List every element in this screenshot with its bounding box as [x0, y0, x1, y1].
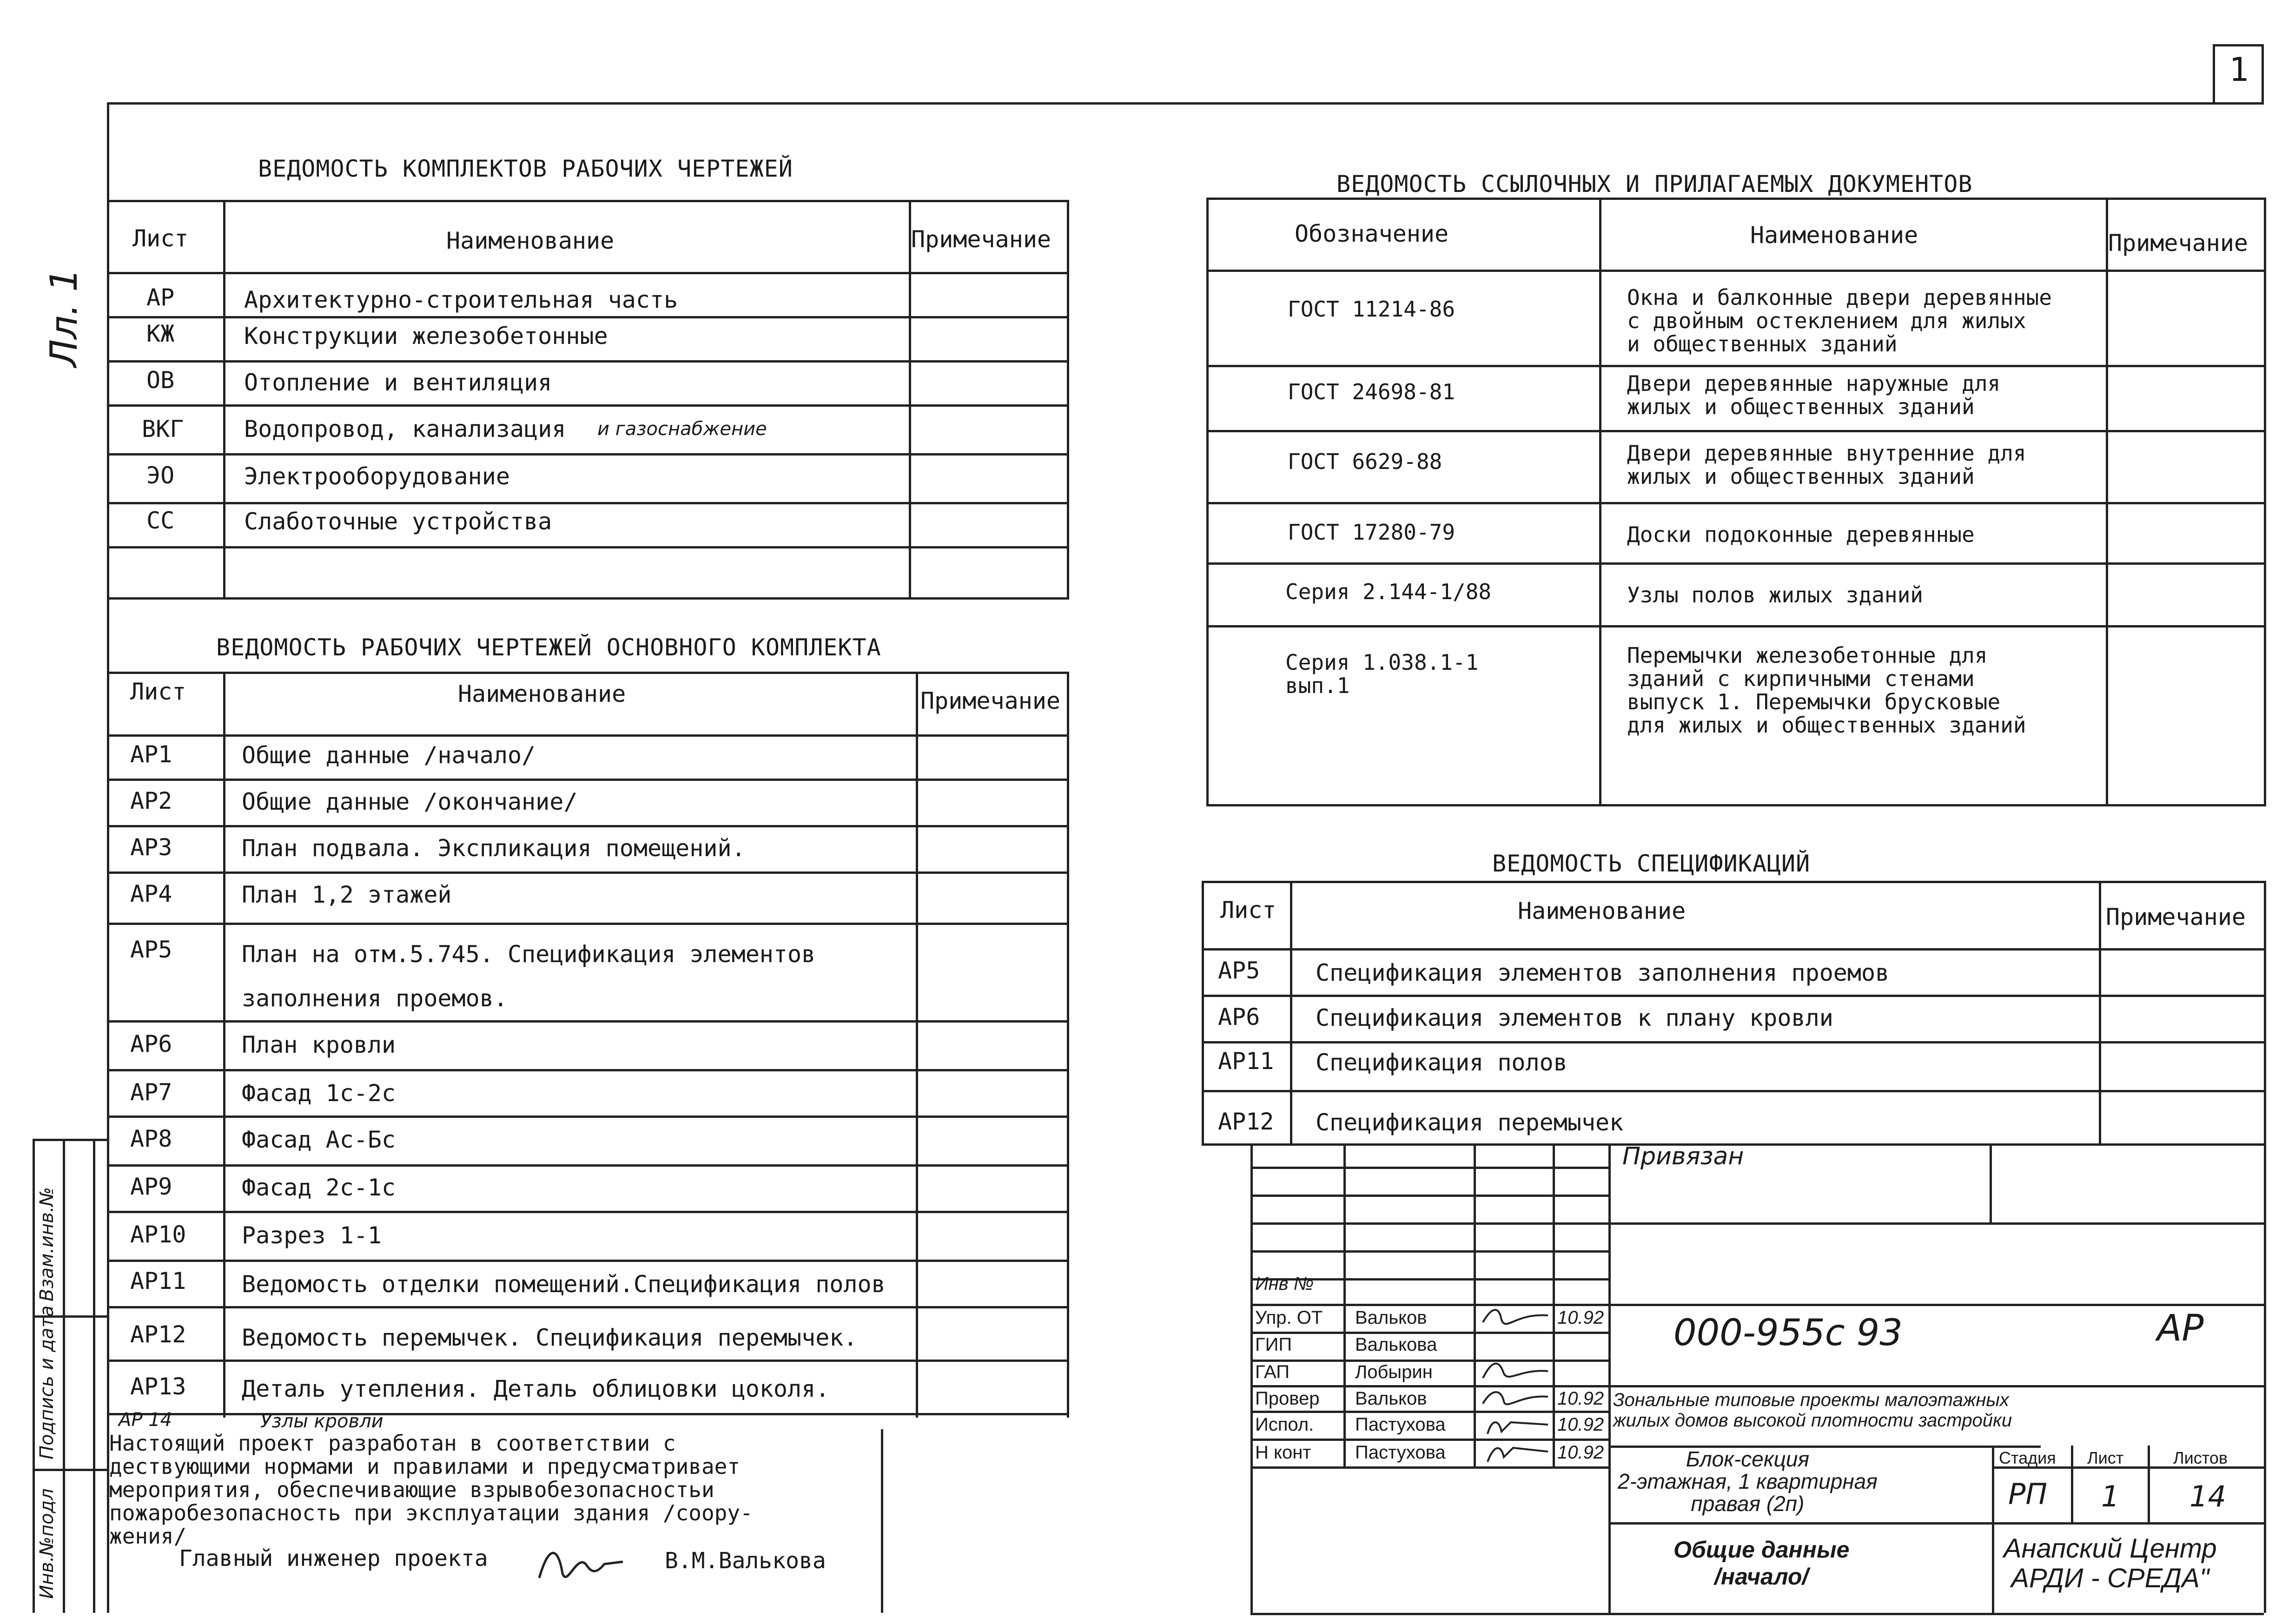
table-row: ГОСТ 11214-86 [1288, 297, 1455, 322]
table-row: Водопровод, канализация [244, 416, 566, 442]
stamp-name: Лобырин [1355, 1362, 1433, 1382]
table-row: Электрооборудование [244, 463, 510, 490]
table-row: Ведомость отделки помещений.Спецификация полов [242, 1271, 886, 1298]
stamp-sheet: 1 [2101, 1479, 2120, 1513]
table-row: Фасад Ас-Бс [242, 1126, 396, 1153]
table-row: Доски подоконные деревянные [1627, 522, 1975, 547]
table-row: АР2 [130, 787, 172, 814]
table-row: Спецификация полов [1316, 1049, 1567, 1076]
table-row: АР6 [130, 1030, 172, 1057]
table-row: АР11 [1218, 1048, 1274, 1075]
main-col-sheet: Лист [130, 678, 186, 705]
stamp-code: 000-955с 93 [1673, 1312, 1903, 1354]
frame-left [107, 102, 109, 1613]
table-row: Двери деревянные наружные для жилых и общественных зданий [1627, 371, 2001, 419]
table-row: Перемычки железобетонные для зданий с кирпичными стенами выпуск 1. Перемычки брусковые для жилых и общественных зданий [1627, 643, 2026, 738]
stamp-role: Испол. [1255, 1414, 1314, 1435]
table-row: АР10 [130, 1221, 186, 1248]
table-row: АР3 [130, 834, 172, 861]
stamp-name: Валькова [1355, 1334, 1437, 1355]
stamp-date: 10.92 [1557, 1307, 1604, 1328]
table-row: АР [146, 284, 175, 311]
table-row: АР11 [130, 1268, 186, 1294]
project-note: Настоящий проект разработан в соответствии с дествующими нормами и правилами и предусматривает мероприятия, обеспечивающие взрывобезопасностьи пожаробезопасность при эксплуатации здания /соору- жения/ [109, 1431, 753, 1549]
table-row-handwritten: и газоснабжение [597, 418, 767, 440]
table-row: ГОСТ 24698-81 [1288, 379, 1455, 404]
stamp-role: Упр. ОТ [1255, 1307, 1323, 1328]
table-row: АР6 [1218, 1003, 1260, 1030]
table-row: Двери деревянные внутренние для жилых и общественных зданий [1627, 441, 2026, 489]
table-row: Архитектурно-строительная часть [244, 286, 678, 313]
table-row: Общие данные /начало/ [242, 742, 536, 769]
table-row: АР12 [1218, 1108, 1274, 1135]
table-row: План кровли [242, 1031, 396, 1058]
stamp-doc-title: Общие данные /начало/ [1673, 1537, 1850, 1590]
table-row: КЖ [146, 320, 175, 347]
sets-title: ВЕДОМОСТЬ КОМПЛЕКТОВ РАБОЧИХ ЧЕРТЕЖЕЙ [258, 155, 793, 182]
table-row: Слаботочные устройства [244, 508, 552, 535]
sets-col-note: Примечание [911, 226, 1052, 253]
stamp-date: 10.92 [1557, 1388, 1604, 1409]
stamp-sheets: 14 [2189, 1479, 2226, 1513]
table-row: Спецификация элементов заполнения проемов [1316, 959, 1890, 986]
specs-title: ВЕДОМОСТЬ СПЕЦИФИКАЦИЙ [1492, 850, 1811, 877]
table-row: Конструкции железобетонные [244, 323, 608, 350]
stamp-date: 10.92 [1557, 1414, 1604, 1435]
stamp-name: Вальков [1355, 1388, 1427, 1409]
table-row: АР13 [130, 1373, 186, 1400]
main-col-note: Примечание [920, 687, 1061, 714]
stamp-name: Вальков [1355, 1307, 1427, 1328]
table-row: Фасад 1с-2с [242, 1080, 396, 1107]
stamp-project: Зональные типовые проекты малоэтажных жилых домов высокой плотности застройки [1613, 1390, 2012, 1431]
stamp-stage: РП [2008, 1477, 2048, 1511]
table-row: АР1 [130, 741, 172, 768]
table-row: АР8 [130, 1125, 172, 1152]
stamp-object: Блок-секция 2-этажная, 1 квартирная правая (2п) [1618, 1447, 1878, 1516]
table-row: ГОСТ 6629-88 [1288, 449, 1442, 474]
table-row: ГОСТ 17280-79 [1288, 520, 1455, 545]
table-row: АР5 [130, 936, 172, 963]
table-row: АР12 [130, 1321, 186, 1348]
main-set-title: ВЕДОМОСТЬ РАБОЧИХ ЧЕРТЕЖЕЙ ОСНОВНОГО КОМПЛЕКТА [216, 634, 881, 661]
margin-inv-podl: Инв.№подл [36, 1488, 58, 1599]
table-row: заполнения проемов. [242, 985, 508, 1012]
table-row: Деталь утепления. Деталь облицовки цоколя. [242, 1375, 830, 1402]
table-row: План подвала. Экспликация помещений. [242, 835, 746, 862]
stamp-role: Провер [1255, 1388, 1320, 1409]
table-row: ЭО [146, 462, 175, 489]
page-number: 1 [2229, 51, 2249, 89]
margin-vzam-inv: Взам.инв.№ [36, 1187, 58, 1301]
stamp-name: Пастухова [1355, 1442, 1446, 1463]
table-row: Отопление и вентиляция [244, 369, 552, 396]
table-row: Спецификация перемычек [1316, 1109, 1624, 1136]
stamp-inv-no: Инв № [1255, 1274, 1314, 1294]
stamp-role: Н конт [1255, 1442, 1311, 1463]
table-row: ОВ [146, 367, 175, 394]
table-row: Общие данные /окончание/ [242, 788, 578, 815]
table-row: Разрез 1-1 [242, 1222, 382, 1249]
stamp-name: Пастухова [1355, 1414, 1446, 1435]
stamp-stage-label: Стадия [1999, 1448, 2056, 1467]
stamp-date: 10.92 [1557, 1442, 1604, 1463]
stamp-mark: АР [2157, 1307, 2204, 1349]
stamp-privyazan: Привязан [1622, 1142, 1744, 1170]
sets-col-sheet: Лист [132, 225, 189, 252]
frame-top [107, 102, 2227, 105]
main-col-name: Наименование [458, 680, 626, 707]
refs-col-note: Примечание [2108, 230, 2249, 257]
table-row: АР4 [130, 880, 172, 907]
table-row: ВКГ [142, 416, 184, 442]
table-row: Окна и балконные двери деревянные с двойным остеклением для жилых и общественных зданий [1627, 285, 2052, 356]
chief-engineer-role: Главный инженер проекта [179, 1545, 488, 1571]
table-row: Серия 1.038.1-1 вып.1 [1285, 650, 1479, 698]
margin-podpis-data: Подпись и дата [36, 1305, 58, 1459]
stamp-signatures [1478, 1304, 1553, 1469]
table-row: Узлы полов жилых зданий [1627, 582, 1923, 607]
table-row: АР7 [130, 1079, 172, 1106]
table-row: План на отм.5.745. Спецификация элементов [242, 941, 816, 968]
table-row: Фасад 2с-1с [242, 1174, 396, 1201]
table-row: Серия 2.144-1/88 [1285, 579, 1492, 604]
signature [535, 1536, 628, 1592]
table-row: Спецификация элементов к плану кровли [1316, 1004, 1833, 1031]
refs-col-name: Наименование [1750, 222, 1918, 249]
table-row: План 1,2 этажей [242, 881, 452, 908]
stamp-role: ГИП [1255, 1334, 1292, 1355]
stamp-org: Анапский Центр АРДИ - СРЕДА" [2004, 1533, 2217, 1593]
refs-col-code: Обозначение [1295, 220, 1449, 247]
table-row: АР5 [1218, 957, 1260, 984]
refs-title: ВЕДОМОСТЬ ССЫЛОЧНЫХ И ПРИЛАГАЕМЫХ ДОКУМЕНТОВ [1336, 171, 1973, 198]
stamp-role: ГАП [1255, 1362, 1290, 1382]
table-row-handwritten: АР 14 [119, 1409, 172, 1431]
specs-col-sheet: Лист [1220, 897, 1276, 924]
specs-col-note: Примечание [2106, 904, 2246, 931]
specs-col-name: Наименование [1518, 898, 1686, 924]
table-row: Ведомость перемычек. Спецификация перемычек. [242, 1324, 858, 1351]
side-note: Лл. 1 [42, 268, 86, 367]
chief-engineer-name: В.М.Валькова [665, 1548, 826, 1574]
stamp-sheets-label: Листов [2173, 1448, 2228, 1467]
table-row: АР9 [130, 1173, 172, 1200]
stamp-sheet-label: Лист [2087, 1448, 2124, 1467]
sets-col-name: Наименование [446, 227, 615, 254]
table-row: СС [146, 507, 175, 534]
table-row-handwritten: Узлы кровли [260, 1411, 384, 1432]
